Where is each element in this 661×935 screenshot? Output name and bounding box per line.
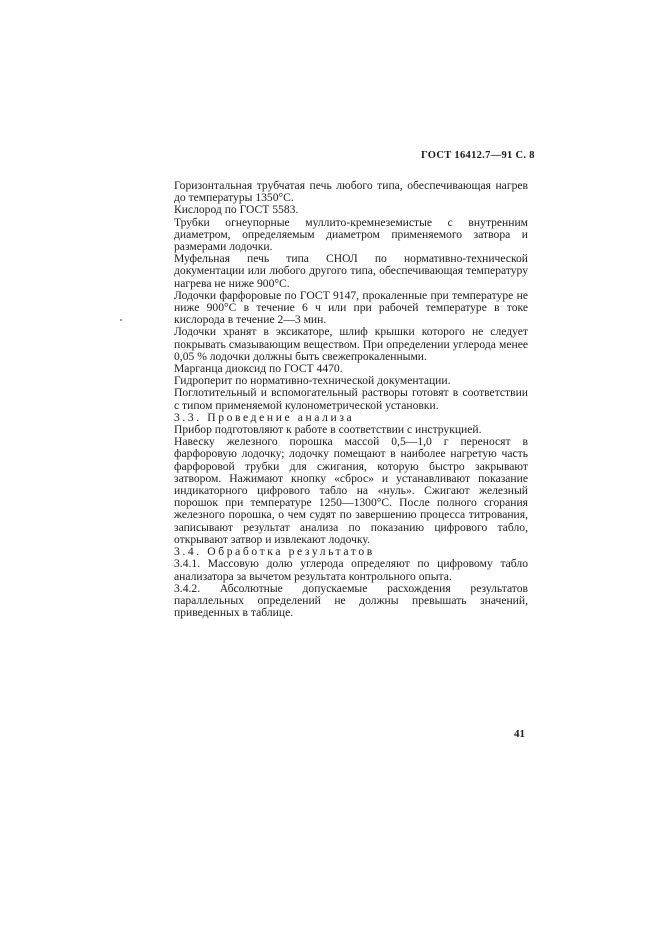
paragraph: Гидроперит по нормативно-технической документации.	[174, 374, 451, 388]
paragraph: Марганца диоксид по ГОСТ 4470.	[174, 362, 343, 376]
body-text	[174, 180, 528, 619]
scan-speck	[120, 319, 122, 321]
paragraph: Трубки огнеупорные муллито-кремнеземистые с внутренним диаметром, определяемым диаметром применяемого затвора и размерами лодочки.	[174, 215, 528, 254]
page-header: ГОСТ 16412.7—91 С. 8	[421, 150, 535, 161]
paragraph: Кислород по ГОСТ 5583.	[174, 203, 299, 217]
section-heading-3-3: 3.3. Проведение анализа	[174, 410, 355, 424]
paragraph: Лодочки хранят в эксикаторе, шлиф крышки которого не следует покрывать смазывающим веществом. При определении углерода менее 0,05 % лодочки должны быть свежепрокаленными.	[174, 325, 528, 363]
paragraph: Поглотительный и вспомогательный растворы готовят в соответствии с типом применяемой кулонометрической установки.	[174, 386, 528, 412]
section-heading-3-4: 3.4. Обработка результатов	[174, 545, 375, 559]
paragraph: Прибор подготовляют к работе в соответствии с инструкцией.	[174, 423, 482, 437]
paragraph: Горизонтальная трубчатая печь любого типа, обеспечивающая нагрев до температуры 1350°С.	[174, 179, 528, 205]
paragraph: Навеску железного порошка массой 0,5—1,0 г переносят в фарфоровую лодочку; лодочку помещают в наиболее нагретую часть фарфоровой трубки для сжигания, которую быстро закрывают затвором. Нажимают кнопку «сброс» и устанавливают показание индикаторного цифрового табло на «нуль». Сжигают железный порошок при температуре 1250—1300°С. После полного сгорания железного порошка, о чем судят по завершению процесса титрования, записывают результат анализа по показанию цифрового табло, открывают затвор и извлекают лодочку.	[174, 435, 528, 546]
paragraph: Муфельная печь типа СНОЛ по нормативно-технической документации или любого другого типа, обеспечивающая температуру нагрева не ниже 900°С.	[174, 252, 528, 290]
page-number: 41	[514, 728, 525, 740]
paragraph: 3.4.1. Массовую долю углерода определяют по цифровому табло анализатора за вычетом результата контрольного опыта.	[174, 557, 528, 583]
paragraph: Лодочки фарфоровые по ГОСТ 9147, прокаленные при температуре не ниже 900°С в течение 6 ч или при рабочей температуре в токе кислорода в течение 2—3 мин.	[174, 288, 528, 327]
paragraph: 3.4.2. Абсолютные допускаемые расхождения результатов параллельных определений не должны превышать значений, приведенных в таблице.	[174, 581, 528, 620]
